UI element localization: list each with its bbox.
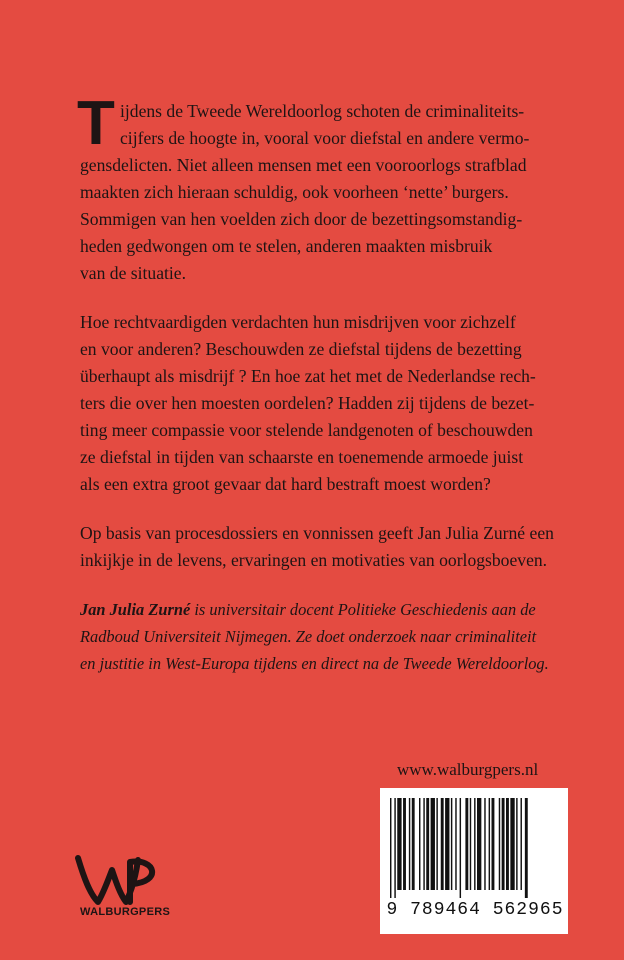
paragraph-line: heden gedwongen om te stelen, anderen maakten misbruik <box>80 236 493 256</box>
barcode-bar <box>390 798 391 898</box>
paragraph-line: cijfers de hoogte in, vooral voor diefstal en andere vermo- <box>120 128 530 148</box>
barcode-bar <box>484 798 485 890</box>
paragraph-line: als een extra groot gevaar dat hard bestraft moest worden? <box>80 474 491 494</box>
barcode-bar <box>419 798 420 890</box>
barcode-bar <box>431 798 435 890</box>
barcode-bar <box>441 798 444 890</box>
isbn-digits: 9 789464 562965 <box>386 900 564 920</box>
paragraph-1 <box>77 89 580 287</box>
paragraph-3 <box>80 520 580 574</box>
bio-line-2: Radboud Universiteit Nijmegen. Ze doet onderzoek naar criminaliteit <box>80 627 537 646</box>
author-name: Jan Julia Zurné <box>80 600 191 619</box>
publisher-website: www.walburgpers.nl <box>397 760 539 779</box>
paragraph-line: van de situatie. <box>80 263 187 283</box>
barcode-bar <box>403 798 406 890</box>
author-bio <box>80 596 580 677</box>
paragraph-line: Op basis van procesdossiers en vonnissen geeft Jan Julia Zurné een <box>80 523 554 543</box>
paragraph-line: ting meer compassie voor stelende landgenoten of beschouwden <box>80 420 533 440</box>
barcode-bar <box>521 798 522 890</box>
publisher-logo-text: WALBURGPERS <box>80 906 171 918</box>
barcode-bar <box>477 798 481 890</box>
paragraph-line: gensdelicten. Niet alleen mensen met een vooroorlogs strafblad <box>80 155 527 175</box>
paragraph-line: Sommigen van hen voelden zich door de bezettingsomstandig- <box>80 209 523 229</box>
barcode-bar <box>445 798 449 890</box>
barcode-bar <box>474 798 475 890</box>
barcode-bar <box>436 798 437 890</box>
drop-cap: T <box>77 89 115 158</box>
paragraph-line: überhaupt als misdrijf ? En hoe zat het met de Nederlandse rech- <box>80 366 536 386</box>
paragraph-line: inkijkje in de levens, ervaringen en motivaties van oorlogsboeven. <box>80 550 548 570</box>
barcode-bar <box>499 798 500 890</box>
barcode-bar <box>397 798 401 890</box>
barcode-bar <box>426 798 429 890</box>
bio-line-3: en justitie in West-Europa tijdens en direct na de Tweede Wereldoorlog. <box>80 654 549 673</box>
paragraph-2 <box>80 309 580 498</box>
paragraph-line: maakten zich hieraan schuldig, ook voorheen ‘nette’ burgers. <box>80 182 509 202</box>
barcode-bar <box>460 798 461 898</box>
barcode-bar <box>502 798 505 890</box>
bio-line-1 <box>80 596 580 623</box>
barcode-bar <box>470 798 471 890</box>
barcode-bar <box>510 798 514 890</box>
barcode-bar <box>394 798 395 898</box>
paragraph-line: ijdens de Tweede Wereldoorlog schoten de criminaliteits- <box>120 101 525 121</box>
paragraph-line: ze diefstal in tijden van schaarste en toenemende armoede juist <box>80 447 524 467</box>
bio-line-1-rest: is universitair docent Politieke Geschiedenis aan de <box>190 600 536 619</box>
barcode-bar <box>525 798 528 898</box>
isbn-barcode <box>380 788 568 934</box>
barcode-bar <box>506 798 509 890</box>
barcode-bar <box>423 798 424 890</box>
paragraph-line: ters die over hen moesten oordelen? Hadden zij tijdens de bezet- <box>80 393 535 413</box>
barcode-bar <box>409 798 410 890</box>
barcode-bar <box>412 798 415 890</box>
barcode-bar <box>492 798 495 890</box>
paragraph-line: en voor anderen? Beschouwden ze diefstal tijdens de bezetting <box>80 339 522 359</box>
barcode-bar <box>465 798 468 890</box>
blurb-text <box>77 89 580 677</box>
paragraph-line: Hoe rechtvaardigden verdachten hun misdrijven voor zichzelf <box>80 312 516 332</box>
barcode-bar <box>451 798 452 890</box>
publisher-logo-icon <box>70 852 190 908</box>
barcode-bar <box>489 798 490 890</box>
barcode-bar <box>455 798 456 890</box>
barcode-bars <box>390 798 558 898</box>
barcode-bar <box>516 798 517 890</box>
